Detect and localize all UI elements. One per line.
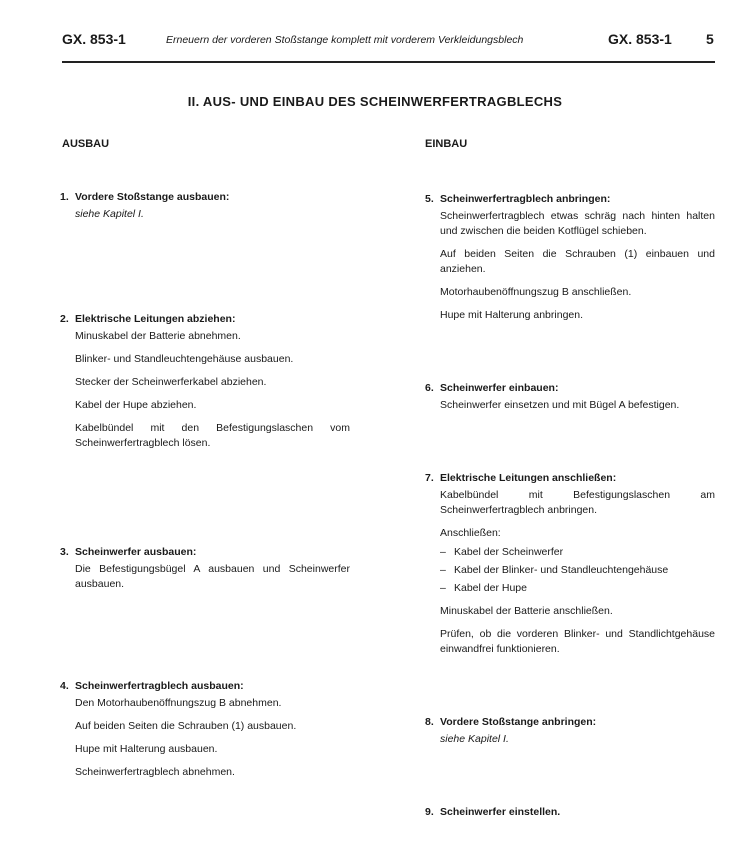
- header-code-right: GX. 853-1: [608, 31, 672, 47]
- step-heading: 6. Scheinwerfer einbauen:: [425, 382, 559, 394]
- step-heading: 3. Scheinwerfer ausbauen:: [60, 546, 197, 558]
- page-number: 5: [706, 31, 714, 47]
- step-text: Auf beiden Seiten die Schrauben (1) einbauen und anziehen.: [440, 248, 715, 275]
- step-text: Hupe mit Halterung ausbauen.: [75, 743, 218, 755]
- section-title: II. AUS- UND EINBAU DES SCHEINWERFERTRAGBLECHS: [187, 94, 563, 109]
- step-4: [60, 679, 350, 788]
- step-3: [60, 545, 350, 600]
- step-text: Blinker- und Standleuchtengehäuse ausbauen.: [75, 353, 294, 365]
- step-text: Kabelbündel mit den Befestigungslaschen vom Scheinwerfertragblech lösen.: [75, 422, 350, 449]
- step-text: Den Motorhaubenöffnungszug B abnehmen.: [75, 697, 282, 709]
- step-heading: 9. Scheinwerfer einstellen.: [425, 806, 561, 818]
- step-heading: 8. Vordere Stoßstange anbringen:: [425, 716, 597, 728]
- step-text: Stecker der Scheinwerferkabel abziehen.: [75, 376, 267, 388]
- dash-item: – Kabel der Hupe: [440, 582, 527, 594]
- step-text: Prüfen, ob die vorderen Blinker- und Standlichtgehäuse einwandfrei funktionieren.: [440, 628, 715, 655]
- step-text: Scheinwerfer einsetzen und mit Bügel A befestigen.: [440, 399, 680, 411]
- step-text: Hupe mit Halterung anbringen.: [440, 309, 584, 321]
- step-text: siehe Kapitel I.: [440, 733, 509, 745]
- step-text: Motorhaubenöffnungszug B anschließen.: [440, 286, 632, 298]
- dash-item: – Kabel der Blinker- und Standleuchtengehäuse: [440, 564, 669, 576]
- step-text: Anschließen:: [440, 527, 501, 539]
- step-text: Minuskabel der Batterie anschließen.: [440, 605, 613, 617]
- step-text: Scheinwerfertragblech etwas schräg nach hinten halten und zwischen die beiden Kotflügel schieben.: [440, 210, 715, 237]
- step-heading: 1. Vordere Stoßstange ausbauen:: [60, 191, 230, 203]
- step-text: Minuskabel der Batterie abnehmen.: [75, 330, 241, 342]
- step-heading: 5. Scheinwerfertragblech anbringen:: [425, 193, 611, 205]
- step-5: [425, 192, 715, 331]
- header-code-left: GX. 853-1: [62, 31, 126, 47]
- step-text: Kabel der Hupe abziehen.: [75, 399, 197, 411]
- step-9: [425, 805, 715, 822]
- step-1: [60, 190, 350, 230]
- step-text: Kabelbündel mit Befestigungslaschen am Scheinwerfertragblech anbringen.: [440, 489, 715, 516]
- step-text: Die Befestigungsbügel A ausbauen und Scheinwerfer ausbauen.: [75, 563, 350, 590]
- step-7: [425, 471, 715, 665]
- step-text: siehe Kapitel I.: [75, 208, 144, 220]
- dash-item: – Kabel der Scheinwerfer: [440, 546, 564, 558]
- header-divider: [62, 61, 715, 63]
- step-heading: 7. Elektrische Leitungen anschließen:: [425, 472, 617, 484]
- step-heading: 2. Elektrische Leitungen abziehen:: [60, 313, 236, 325]
- step-text: Scheinwerfertragblech abnehmen.: [75, 766, 235, 778]
- step-text: Auf beiden Seiten die Schrauben (1) ausbauen.: [75, 720, 297, 732]
- header-title: Erneuern der vorderen Stoßstange komplett mit vorderem Verkleidungsblech: [166, 34, 524, 46]
- step-8: [425, 715, 715, 755]
- right-column-heading: EINBAU: [425, 138, 468, 150]
- step-2: [60, 312, 350, 459]
- step-heading: 4. Scheinwerfertragblech ausbauen:: [60, 680, 244, 692]
- left-column-heading: AUSBAU: [62, 138, 110, 150]
- step-6: [425, 381, 715, 421]
